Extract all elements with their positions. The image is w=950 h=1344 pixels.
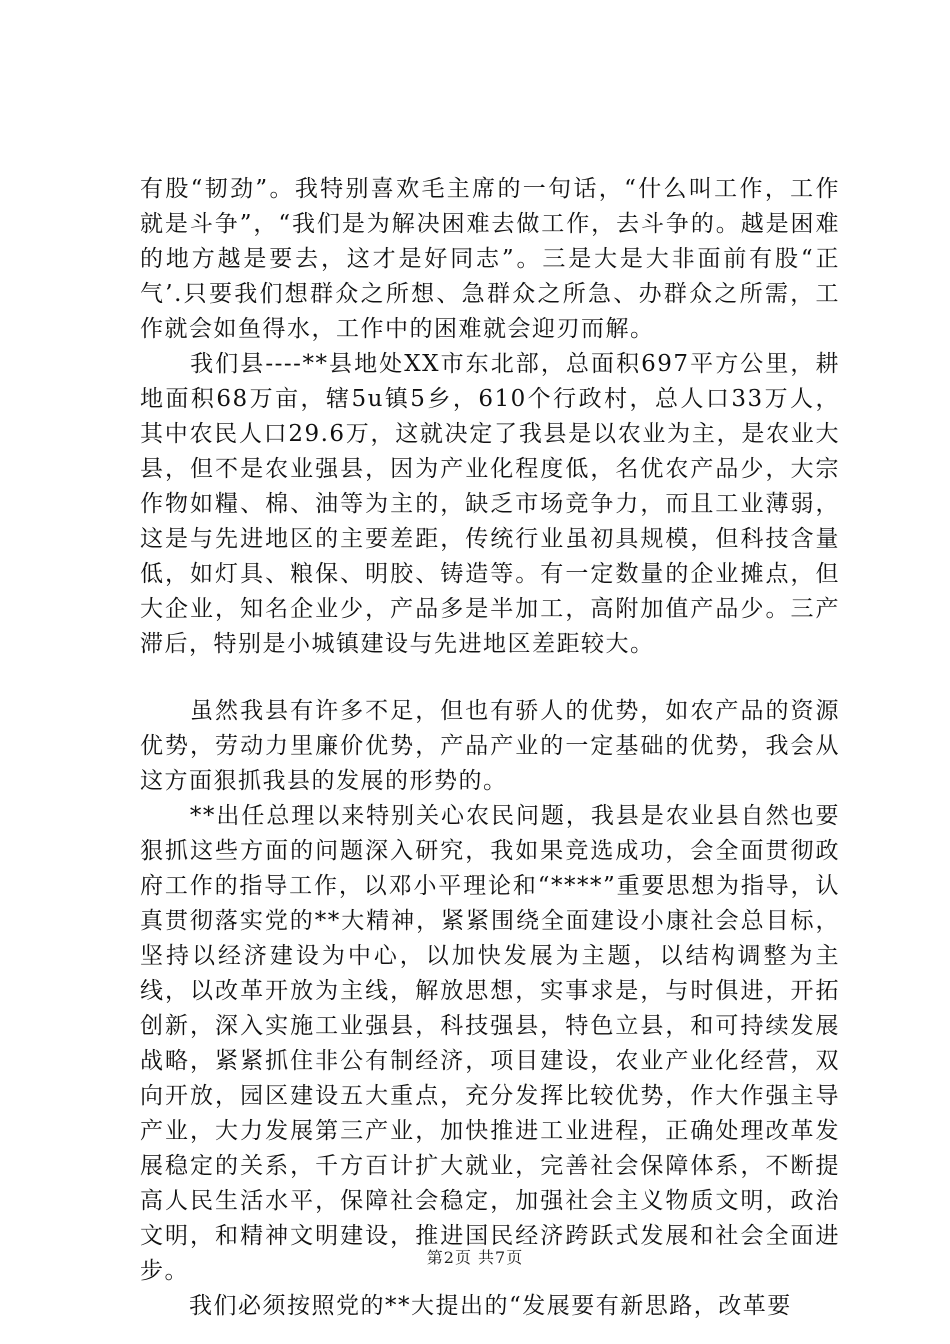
document-body xyxy=(140,172,840,1324)
paragraph-gap xyxy=(140,662,840,694)
paragraph-county-overview: 我们县----**县地处XX市东北部，总面积697平方公里，耕地面积68万亩，辖5u镇5乡，610个行政村，总人口33万人，其中农民人口29.6万，这就决定了我县是以农业为主，是农业大县，但不是农业强县，因为产业化程度低，名优农产品少，大宗作物如糧、棉、油等为主的，缺乏市场竞争力，而且工业薄弱，这是与先进地区的主要差距，传统行业虽初具规模，但科技含量低，如灯具、粮保、明胶、铸造等。有一定数量的企业摊点，但大企业，知名企业少，产品多是半加工，高附加值产品少。三产滞后，特别是小城镇建设与先进地区差距较大。 xyxy=(140,351,840,657)
paragraph-work-attitude: 有股“韧劲”。我特别喜欢毛主席的一句话，“什么叫工作，工作就是斗争”，“我们是为解决困难去做工作，去斗争的。越是困难的地方越是要去，这才是好同志”。三是大是大非面前有股“正气’.只要我们想群众之所想、急群众之所急、办群众之所需，工作就会如鱼得水，工作中的困难就会迎刃而解。 xyxy=(140,176,840,342)
page-footer: 第2页 共7页 xyxy=(426,1248,524,1267)
paragraph-development-plan: **出任总理以来特别关心农民问题，我县是农业县自然也要狠抓这些方面的问题深入研究，我如果竞选成功，会全面贯彻政府工作的指导工作，以邓小平理论和“****”重要思想为指导，认真贯彻落实党的**大精神，紧紧围绕全面建设小康社会总目标，坚持以经济建设为中心，以加快发展为主题，以结构调整为主线，以改革开放为主线，解放思想，实事求是，与时俱进，开拓创新，深入实施工业强县，科技强县，特色立县，和可持续发展战略，紧紧抓住非公有制经济，项目建设，农业产业化经营，双向开放，园区建设五大重点，充分发挥比较优势，作大作强主导产业，大力发展第三产业，加快推进工业进程，正确处理改革发展稳定的关系，千方百计扩大就业，完善社会保障体系，不断提高人民生活水平，保障社会稳定，加强社会主义物质文明，政治文明，和精神文明建设，推进国民经济跨跃式发展和社会全面进步。 xyxy=(140,803,840,1284)
paragraph-county-advantages: 虽然我县有许多不足，但也有骄人的优势，如农产品的资源优势，劳动力里廉价优势，产品产业的一定基础的优势，我会从这方面狠抓我县的发展的形势的。 xyxy=(140,698,840,794)
paragraph-new-ideas: 我们必须按照党的**大提出的“发展要有新思路，改革要 xyxy=(140,1293,792,1319)
